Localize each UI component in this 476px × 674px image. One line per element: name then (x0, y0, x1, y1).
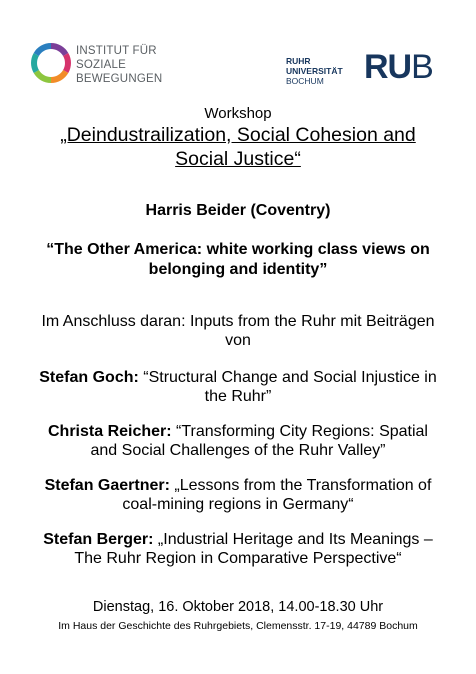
input-speaker: Stefan Gaertner: (44, 477, 170, 494)
keynote-speaker: Harris Beider (Coventry) (145, 202, 331, 219)
input-item (14, 530, 462, 568)
workshop-title-line: Social Justice“ (175, 148, 301, 170)
keynote-talk-title (14, 240, 462, 280)
keynote-talk-line: belonging and identity” (148, 261, 328, 278)
workshop-label: Workshop (204, 105, 272, 122)
rub-mark-ru: RU (364, 48, 412, 86)
input-item (14, 422, 462, 460)
input-item (14, 368, 462, 406)
isb-logo (30, 42, 180, 90)
isb-ring-icon (30, 42, 72, 84)
isb-logo-line: INSTITUT FÜR (76, 45, 157, 57)
flyer-content (14, 105, 462, 633)
isb-logo-line: BEWEGUNGEN (76, 73, 163, 85)
rub-logo-line: RUHR (286, 56, 311, 66)
input-item (14, 476, 462, 514)
input-title: the Ruhr” (204, 388, 272, 405)
input-title: and Social Challenges of the Ruhr Valley” (90, 442, 386, 459)
input-speaker: Stefan Berger: (43, 531, 154, 548)
workshop-title-line: „Deindustrailization, Social Cohesion and (60, 124, 416, 146)
input-title: “Transforming City Regions: Spatial (171, 423, 428, 440)
inputs-intro (14, 312, 462, 350)
inputs-intro-line: Im Anschluss daran: Inputs from the Ruhr mit Beiträgen (41, 313, 435, 330)
rub-logo-line: UNIVERSITÄT (286, 66, 343, 76)
input-title: The Ruhr Region in Comparative Perspective“ (74, 550, 402, 567)
inputs-intro-line: von (225, 332, 251, 349)
rub-logo (286, 48, 446, 92)
event-venue: Im Haus der Geschichte des Ruhrgebiets, Clemensstr. 17-19, 44789 Bochum (58, 620, 418, 632)
event-date: Dienstag, 16. Oktober 2018, 14.00-18.30 Uhr (92, 599, 384, 615)
isb-logo-text (76, 44, 162, 86)
rub-mark-b: B (411, 48, 433, 86)
input-title: coal-mining regions in Germany“ (122, 496, 354, 513)
input-speaker: Stefan Goch: (39, 369, 139, 386)
input-speaker: Christa Reicher: (48, 423, 172, 440)
rub-logo-mark (364, 48, 433, 87)
input-title: „Lessons from the Transformation of (169, 477, 432, 494)
isb-logo-line: SOZIALE (76, 59, 126, 71)
input-title: “Structural Change and Social Injustice in (138, 369, 437, 386)
input-title: „Industrial Heritage and Its Meanings – (153, 531, 433, 548)
workshop-title (14, 123, 462, 171)
keynote-talk-line: “The Other America: white working class views on (46, 241, 430, 258)
rub-logo-line: BOCHUM (286, 76, 324, 86)
rub-logo-text (286, 56, 343, 86)
